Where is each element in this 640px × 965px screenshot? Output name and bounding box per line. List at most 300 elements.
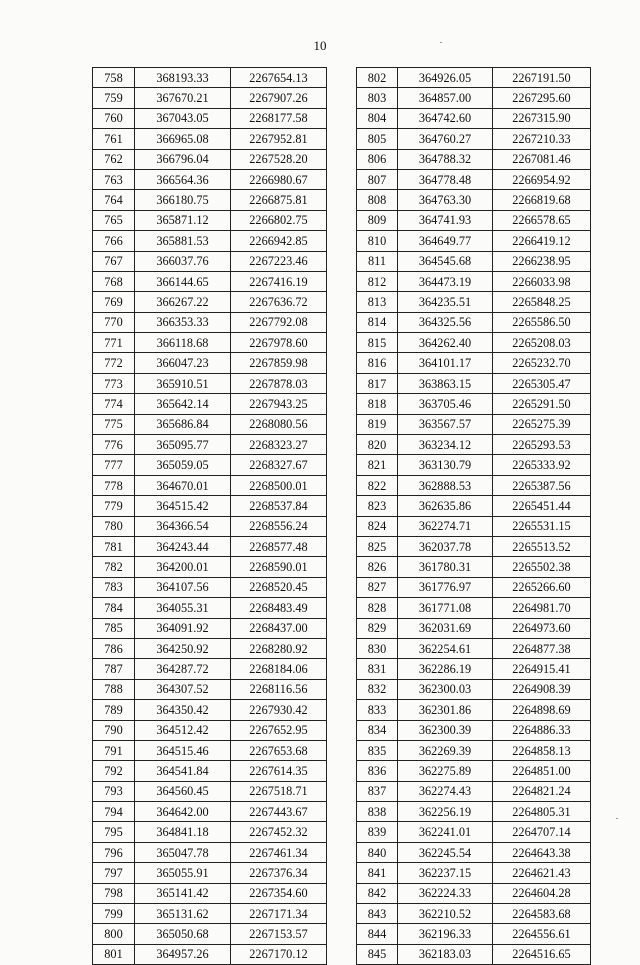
coord-y: 2268116.56 [231, 679, 327, 699]
coord-y: 2266802.75 [231, 210, 327, 230]
table-row [357, 720, 591, 740]
table-row [357, 904, 591, 924]
coord-x: 366564.36 [135, 169, 231, 189]
point-number: 828 [357, 598, 398, 618]
coord-y: 2267652.95 [231, 720, 327, 740]
coord-x: 364235.51 [398, 292, 493, 312]
coord-y: 2264805.31 [493, 802, 591, 822]
point-number: 817 [357, 373, 398, 393]
point-number: 819 [357, 414, 398, 434]
coord-x: 364262.40 [398, 333, 493, 353]
table-row [357, 842, 591, 862]
coord-x: 364760.27 [398, 129, 493, 149]
coord-y: 2265208.03 [493, 333, 591, 353]
coord-y: 2264877.38 [493, 638, 591, 658]
coord-x: 364642.00 [135, 802, 231, 822]
table-row [93, 68, 327, 88]
coord-x: 365881.53 [135, 231, 231, 251]
point-number: 832 [357, 679, 398, 699]
coord-x: 364055.31 [135, 598, 231, 618]
coord-x: 365047.78 [135, 842, 231, 862]
table-row [357, 251, 591, 271]
table-row [357, 822, 591, 842]
table-row [357, 802, 591, 822]
coord-x: 363130.79 [398, 455, 493, 475]
coord-x: 362037.78 [398, 536, 493, 556]
coord-x: 362031.69 [398, 618, 493, 638]
coord-y: 2268327.67 [231, 455, 327, 475]
table-row [93, 129, 327, 149]
coord-y: 2267518.71 [231, 781, 327, 801]
coord-x: 365095.77 [135, 435, 231, 455]
table-row [357, 292, 591, 312]
point-number: 774 [93, 394, 135, 414]
coord-y: 2265275.39 [493, 414, 591, 434]
coord-y: 2267943.25 [231, 394, 327, 414]
table-row [93, 781, 327, 801]
table-row [357, 108, 591, 128]
point-number: 830 [357, 638, 398, 658]
coord-y: 2264898.69 [493, 700, 591, 720]
coord-y: 2268177.58 [231, 108, 327, 128]
point-number: 807 [357, 169, 398, 189]
coord-x: 364545.68 [398, 251, 493, 271]
point-number: 761 [93, 129, 135, 149]
coord-y: 2264707.14 [493, 822, 591, 842]
coord-x: 364091.92 [135, 618, 231, 638]
coord-x: 365055.91 [135, 863, 231, 883]
table-row [93, 802, 327, 822]
table-row [357, 944, 591, 964]
coord-y: 2268280.92 [231, 638, 327, 658]
point-number: 786 [93, 638, 135, 658]
page-number: 10 [313, 38, 327, 53]
table-row [93, 740, 327, 760]
point-number: 826 [357, 557, 398, 577]
table-row [93, 944, 327, 964]
table-row [93, 598, 327, 618]
coord-x: 361771.08 [398, 598, 493, 618]
coord-y: 2264851.00 [493, 761, 591, 781]
point-number: 790 [93, 720, 135, 740]
table-row [357, 577, 591, 597]
coord-x: 362269.39 [398, 740, 493, 760]
coord-x: 364541.84 [135, 761, 231, 781]
coord-x: 362286.19 [398, 659, 493, 679]
point-number: 794 [93, 802, 135, 822]
coord-y: 2267792.08 [231, 312, 327, 332]
table-row [93, 149, 327, 169]
coord-x: 363567.57 [398, 414, 493, 434]
point-number: 770 [93, 312, 135, 332]
table-row [357, 781, 591, 801]
coord-x: 362274.71 [398, 516, 493, 536]
coord-x: 362245.54 [398, 842, 493, 862]
table-row [357, 598, 591, 618]
table-row [93, 435, 327, 455]
point-number: 769 [93, 292, 135, 312]
point-number: 833 [357, 700, 398, 720]
coord-x: 366144.65 [135, 271, 231, 291]
coord-y: 2264556.61 [493, 924, 591, 944]
table-row [357, 88, 591, 108]
point-number: 759 [93, 88, 135, 108]
point-number: 797 [93, 863, 135, 883]
point-number: 845 [357, 944, 398, 964]
coord-y: 2268577.48 [231, 536, 327, 556]
coord-x: 364287.72 [135, 659, 231, 679]
coord-y: 2267654.13 [231, 68, 327, 88]
coord-x: 365686.84 [135, 414, 231, 434]
coord-x: 366353.33 [135, 312, 231, 332]
point-number: 784 [93, 598, 135, 618]
table-row [357, 68, 591, 88]
table-row [357, 740, 591, 760]
coord-y: 2264981.70 [493, 598, 591, 618]
table-row [357, 761, 591, 781]
table-row [357, 924, 591, 944]
coord-y: 2266980.67 [231, 169, 327, 189]
point-number: 775 [93, 414, 135, 434]
point-number: 788 [93, 679, 135, 699]
table-row [93, 394, 327, 414]
point-number: 762 [93, 149, 135, 169]
coord-y: 2267416.19 [231, 271, 327, 291]
coord-x: 363705.46 [398, 394, 493, 414]
coord-y: 2268556.24 [231, 516, 327, 536]
table-row [93, 292, 327, 312]
point-number: 809 [357, 210, 398, 230]
coord-x: 365050.68 [135, 924, 231, 944]
coord-x: 362275.89 [398, 761, 493, 781]
coord-x: 362254.61 [398, 638, 493, 658]
coord-x: 364788.32 [398, 149, 493, 169]
coord-x: 366267.22 [135, 292, 231, 312]
point-number: 823 [357, 496, 398, 516]
point-number: 799 [93, 904, 135, 924]
coord-y: 2265502.38 [493, 557, 591, 577]
table-row [357, 169, 591, 189]
table-row [93, 822, 327, 842]
point-number: 764 [93, 190, 135, 210]
point-number: 791 [93, 740, 135, 760]
table-row [357, 149, 591, 169]
table-row [357, 353, 591, 373]
table-row [357, 231, 591, 251]
coord-x: 365131.62 [135, 904, 231, 924]
point-number: 798 [93, 883, 135, 903]
table-row [93, 353, 327, 373]
point-number: 771 [93, 333, 135, 353]
point-number: 777 [93, 455, 135, 475]
coord-y: 2266819.68 [493, 190, 591, 210]
coord-y: 2265266.60 [493, 577, 591, 597]
coord-y: 2267636.72 [231, 292, 327, 312]
point-number: 780 [93, 516, 135, 536]
table-row [357, 536, 591, 556]
table-row [93, 414, 327, 434]
coord-x: 367670.21 [135, 88, 231, 108]
coord-x: 364560.45 [135, 781, 231, 801]
coord-y: 2264915.41 [493, 659, 591, 679]
coord-x: 363863.15 [398, 373, 493, 393]
coord-x: 365141.42 [135, 883, 231, 903]
point-number: 765 [93, 210, 135, 230]
coord-x: 364763.30 [398, 190, 493, 210]
table-row [93, 373, 327, 393]
coord-y: 2267461.34 [231, 842, 327, 862]
point-number: 829 [357, 618, 398, 638]
coord-x: 364649.77 [398, 231, 493, 251]
point-number: 808 [357, 190, 398, 210]
coord-y: 2267907.26 [231, 88, 327, 108]
table-row [93, 761, 327, 781]
table-row [93, 251, 327, 271]
point-number: 758 [93, 68, 135, 88]
table-row [357, 455, 591, 475]
point-number: 810 [357, 231, 398, 251]
point-number: 818 [357, 394, 398, 414]
coord-y: 2267653.68 [231, 740, 327, 760]
table-row [357, 638, 591, 658]
coord-x: 365059.05 [135, 455, 231, 475]
table-row [357, 863, 591, 883]
coord-y: 2268590.01 [231, 557, 327, 577]
coord-x: 364243.44 [135, 536, 231, 556]
point-number: 824 [357, 516, 398, 536]
point-number: 789 [93, 700, 135, 720]
point-number: 763 [93, 169, 135, 189]
coord-x: 365871.12 [135, 210, 231, 230]
table-row [357, 475, 591, 495]
table-row [357, 557, 591, 577]
table-row [93, 455, 327, 475]
table-row [357, 700, 591, 720]
coord-y: 2267614.35 [231, 761, 327, 781]
coord-y: 2265333.92 [493, 455, 591, 475]
table-row [93, 271, 327, 291]
table-row [93, 577, 327, 597]
coord-y: 2267170.12 [231, 944, 327, 964]
coord-x: 363234.12 [398, 435, 493, 455]
point-number: 842 [357, 883, 398, 903]
table-row [357, 414, 591, 434]
point-number: 785 [93, 618, 135, 638]
table-row [93, 883, 327, 903]
coord-y: 2267315.90 [493, 108, 591, 128]
table-row [93, 516, 327, 536]
coord-y: 2268437.00 [231, 618, 327, 638]
table-row [93, 333, 327, 353]
coord-y: 2267354.60 [231, 883, 327, 903]
coord-x: 366180.75 [135, 190, 231, 210]
table-row [357, 312, 591, 332]
point-number: 825 [357, 536, 398, 556]
point-number: 835 [357, 740, 398, 760]
point-number: 787 [93, 659, 135, 679]
coord-y: 2264973.60 [493, 618, 591, 638]
coord-x: 362301.86 [398, 700, 493, 720]
coord-y: 2267878.03 [231, 373, 327, 393]
coord-x: 361780.31 [398, 557, 493, 577]
table-row [357, 496, 591, 516]
coord-x: 364515.46 [135, 740, 231, 760]
table-row [93, 231, 327, 251]
coord-y: 2268184.06 [231, 659, 327, 679]
coord-x: 362256.19 [398, 802, 493, 822]
coord-x: 364101.17 [398, 353, 493, 373]
coord-x: 364778.48 [398, 169, 493, 189]
coord-y: 2264516.65 [493, 944, 591, 964]
table-row [93, 863, 327, 883]
coord-y: 2266578.65 [493, 210, 591, 230]
table-row [93, 190, 327, 210]
coord-y: 2268323.27 [231, 435, 327, 455]
coord-x: 362183.03 [398, 944, 493, 964]
coord-y: 2268500.01 [231, 475, 327, 495]
table-row [93, 169, 327, 189]
point-number: 801 [93, 944, 135, 964]
coord-y: 2267081.46 [493, 149, 591, 169]
point-number: 813 [357, 292, 398, 312]
table-row [357, 659, 591, 679]
table-row [93, 475, 327, 495]
coord-y: 2265586.50 [493, 312, 591, 332]
point-number: 779 [93, 496, 135, 516]
point-number: 783 [93, 577, 135, 597]
coord-x: 362274.43 [398, 781, 493, 801]
point-number: 760 [93, 108, 135, 128]
point-number: 831 [357, 659, 398, 679]
coord-x: 365910.51 [135, 373, 231, 393]
point-number: 805 [357, 129, 398, 149]
coord-y: 2264908.39 [493, 679, 591, 699]
coord-y: 2267191.50 [493, 68, 591, 88]
table-row [357, 190, 591, 210]
coord-y: 2264621.43 [493, 863, 591, 883]
table-row [357, 373, 591, 393]
coord-x: 365642.14 [135, 394, 231, 414]
coord-x: 364926.05 [398, 68, 493, 88]
table-row [93, 679, 327, 699]
coord-x: 364742.60 [398, 108, 493, 128]
coord-y: 2267452.32 [231, 822, 327, 842]
point-number: 766 [93, 231, 135, 251]
coord-y: 2265848.25 [493, 292, 591, 312]
coord-y: 2267295.60 [493, 88, 591, 108]
coordinate-table-right [356, 67, 591, 965]
coord-x: 364325.56 [398, 312, 493, 332]
coord-x: 364200.01 [135, 557, 231, 577]
coord-x: 364841.18 [135, 822, 231, 842]
table-row [357, 679, 591, 699]
coord-y: 2265305.47 [493, 373, 591, 393]
coord-x: 362241.01 [398, 822, 493, 842]
point-number: 837 [357, 781, 398, 801]
table-row [93, 700, 327, 720]
point-number: 840 [357, 842, 398, 862]
coord-y: 2266238.95 [493, 251, 591, 271]
coord-y: 2266954.92 [493, 169, 591, 189]
coord-y: 2264886.33 [493, 720, 591, 740]
table-row [93, 638, 327, 658]
point-number: 838 [357, 802, 398, 822]
coord-y: 2265387.56 [493, 475, 591, 495]
coord-y: 2267443.67 [231, 802, 327, 822]
point-number: 802 [357, 68, 398, 88]
coord-y: 2267171.34 [231, 904, 327, 924]
coord-x: 362224.33 [398, 883, 493, 903]
table-row [93, 536, 327, 556]
point-number: 800 [93, 924, 135, 944]
point-number: 793 [93, 781, 135, 801]
coord-x: 366047.23 [135, 353, 231, 373]
coord-x: 362196.33 [398, 924, 493, 944]
point-number: 836 [357, 761, 398, 781]
coord-x: 362888.53 [398, 475, 493, 495]
coord-y: 2265293.53 [493, 435, 591, 455]
point-number: 806 [357, 149, 398, 169]
table-row [357, 129, 591, 149]
point-number: 804 [357, 108, 398, 128]
coord-y: 2264821.24 [493, 781, 591, 801]
point-number: 812 [357, 271, 398, 291]
coord-x: 367043.05 [135, 108, 231, 128]
coord-y: 2264604.28 [493, 883, 591, 903]
coord-x: 362635.86 [398, 496, 493, 516]
table-row [93, 659, 327, 679]
coord-x: 366037.76 [135, 251, 231, 271]
coordinate-table-left [92, 67, 327, 965]
table-row [93, 88, 327, 108]
table-row [357, 516, 591, 536]
point-number: 843 [357, 904, 398, 924]
coord-y: 2265531.15 [493, 516, 591, 536]
coord-y: 2268080.56 [231, 414, 327, 434]
scan-speck [616, 818, 618, 819]
table-row [357, 618, 591, 638]
point-number: 768 [93, 271, 135, 291]
coord-x: 366965.08 [135, 129, 231, 149]
table-row [93, 108, 327, 128]
coord-x: 364515.42 [135, 496, 231, 516]
coord-y: 2264858.13 [493, 740, 591, 760]
coord-x: 364473.19 [398, 271, 493, 291]
coord-y: 2267952.81 [231, 129, 327, 149]
coord-y: 2264583.68 [493, 904, 591, 924]
point-number: 795 [93, 822, 135, 842]
coord-x: 364350.42 [135, 700, 231, 720]
point-number: 815 [357, 333, 398, 353]
coord-x: 364857.00 [398, 88, 493, 108]
table-row [357, 883, 591, 903]
coord-x: 364307.52 [135, 679, 231, 699]
table-row [357, 271, 591, 291]
table-row [93, 557, 327, 577]
point-number: 814 [357, 312, 398, 332]
coord-x: 362237.15 [398, 863, 493, 883]
point-number: 773 [93, 373, 135, 393]
coord-y: 2267223.46 [231, 251, 327, 271]
coord-x: 368193.33 [135, 68, 231, 88]
coord-y: 2266875.81 [231, 190, 327, 210]
coord-y: 2267153.57 [231, 924, 327, 944]
point-number: 820 [357, 435, 398, 455]
scan-speck [440, 42, 442, 43]
coord-y: 2268483.49 [231, 598, 327, 618]
table-row [93, 312, 327, 332]
point-number: 821 [357, 455, 398, 475]
